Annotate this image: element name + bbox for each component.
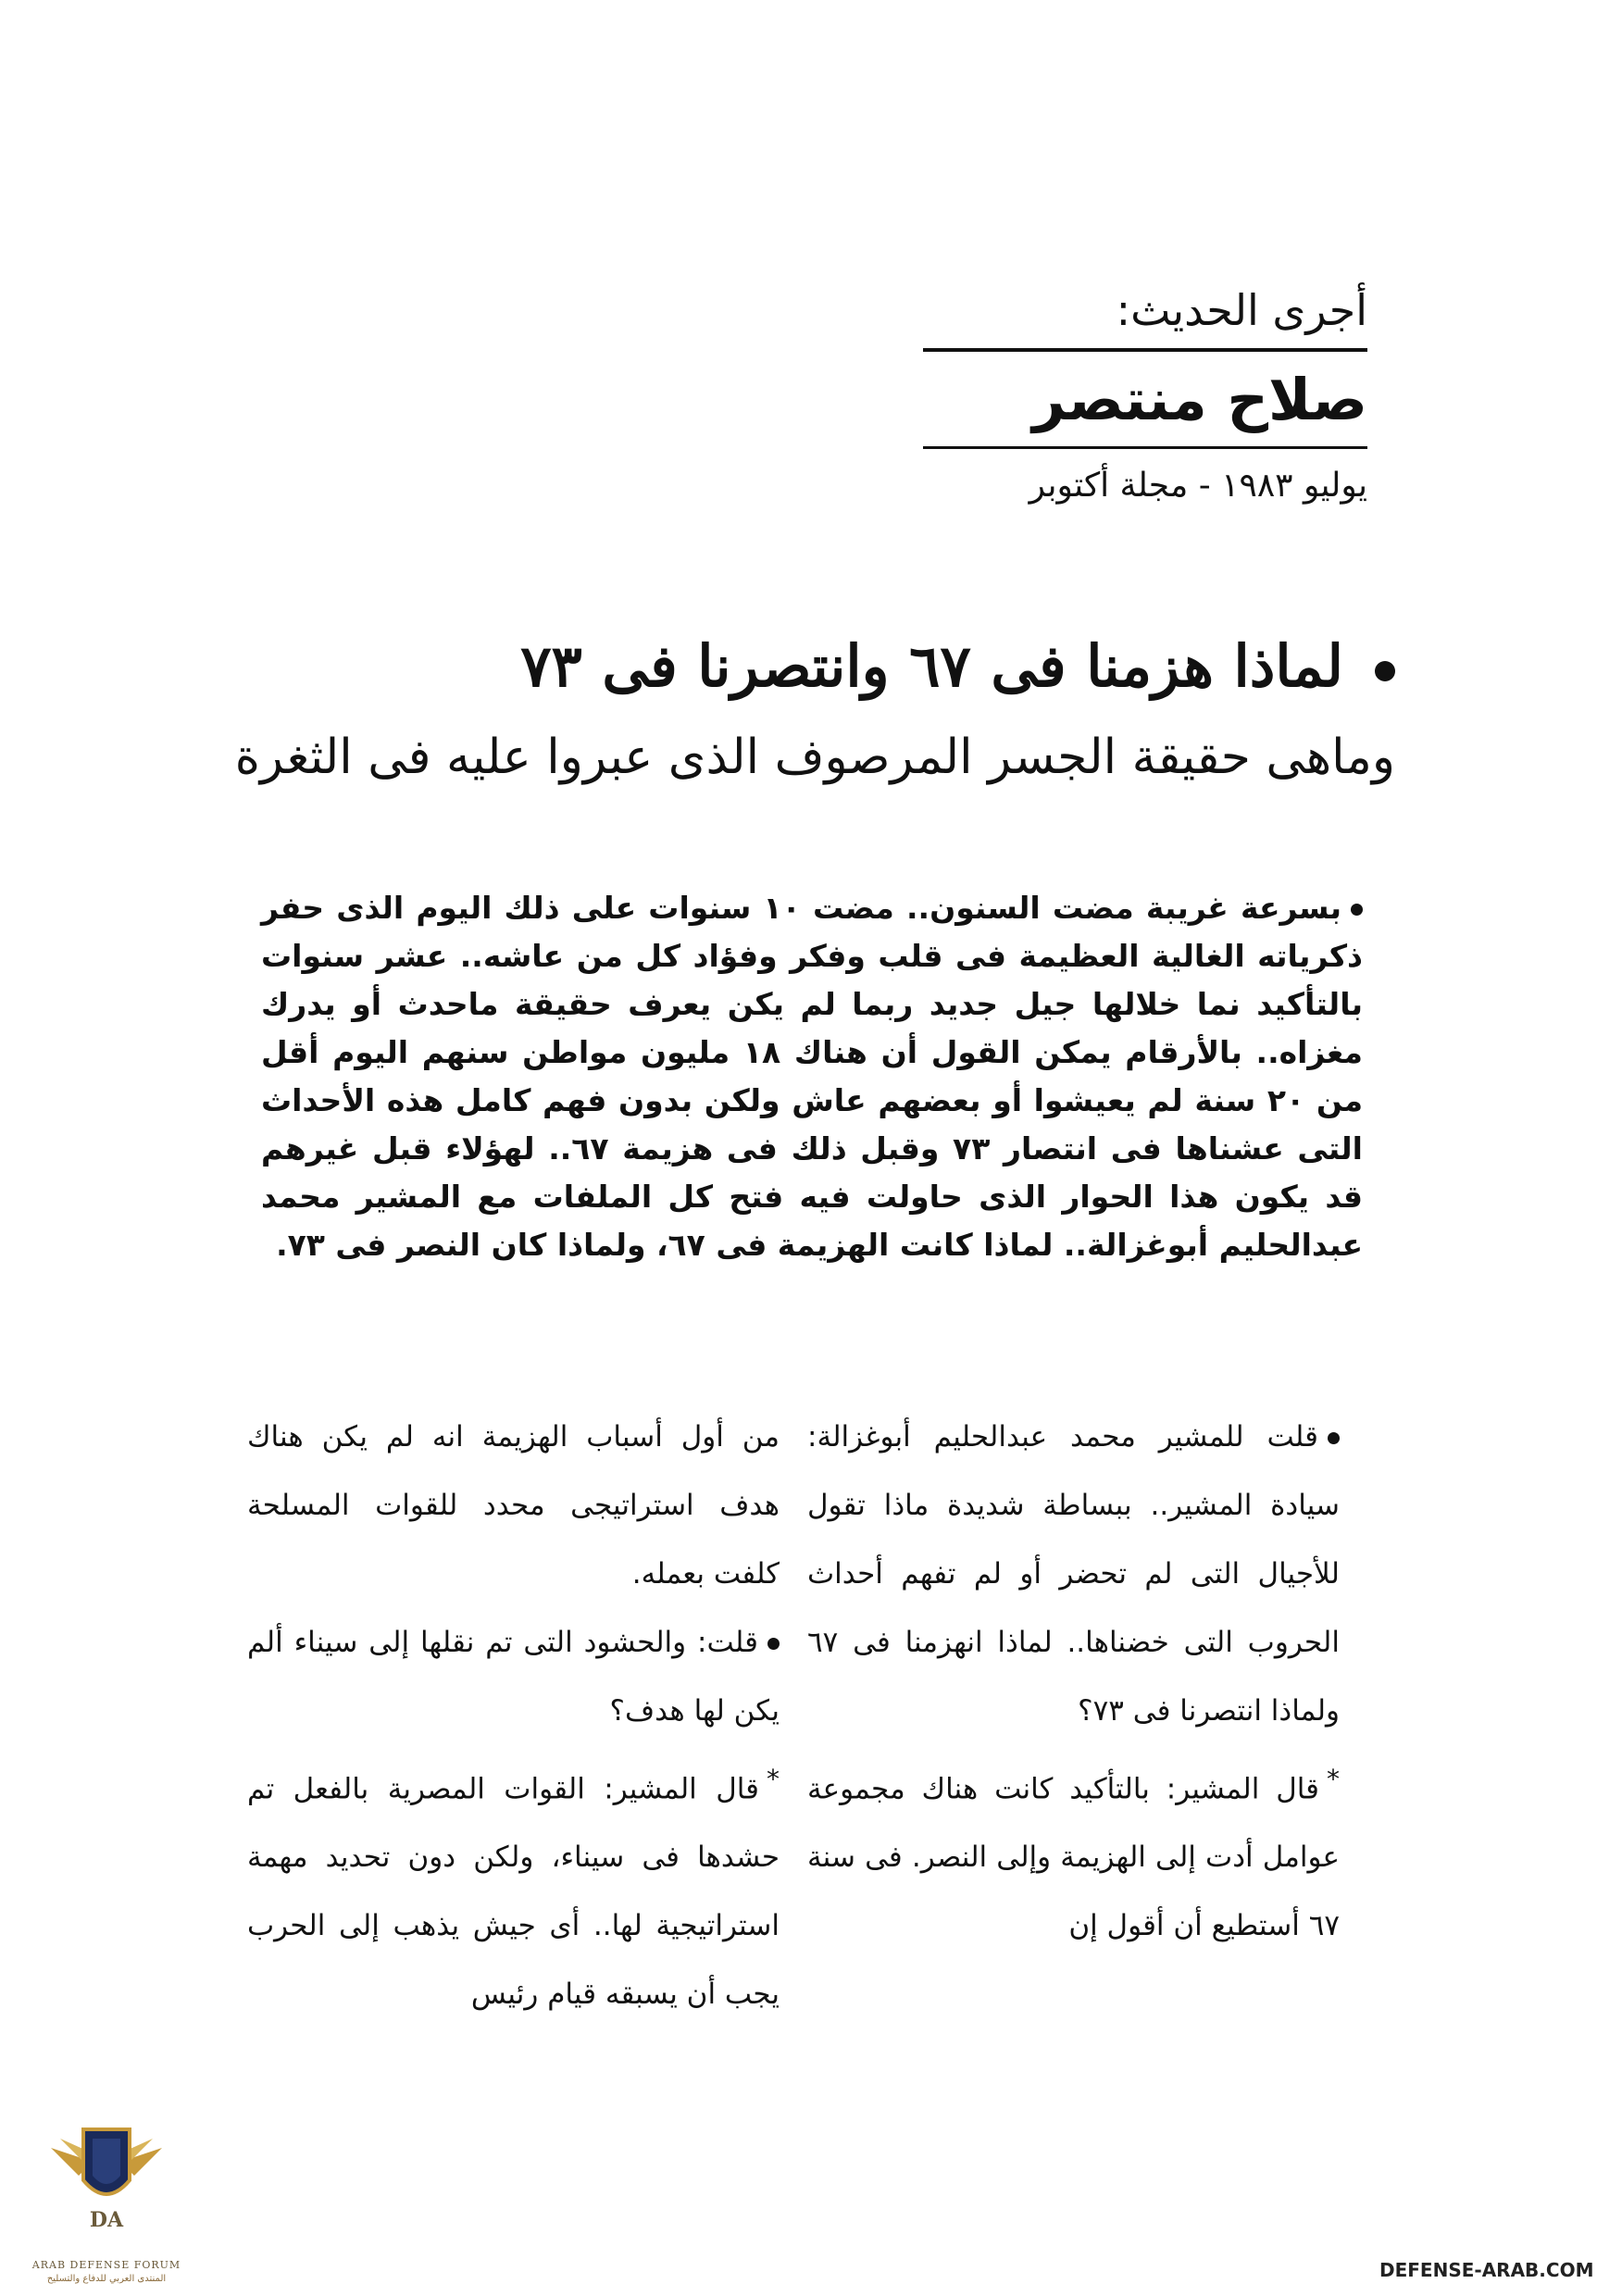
question-1-text: قلت للمشير محمد عبدالحليم أبوغزالة: سيادة المشير.. ببساطة شديدة ماذا تقول للأجيال التى لم تحضر أو لم تفهم أحداث الحروب التى خضناها.. لماذا انهزمنا فى ٦٧ ولماذا انتصرنا فى ٧٣؟ <box>807 1420 1340 1728</box>
publication-date: يوليو ١٩٨٣ - مجلة أكتوبر <box>1029 467 1367 505</box>
headline-bullet-icon <box>1375 661 1395 681</box>
author-name: صلاح منتصر <box>1032 366 1367 433</box>
headline-main <box>219 620 1395 713</box>
logo-text: ARAB DEFENSE FORUM <box>31 2259 181 2271</box>
logo-subtext: المنتدى العربي للدفاع والتسليح <box>46 2274 167 2284</box>
question-2-text: قلت: والحشود التى تم نقلها إلى سيناء ألم يكن لها هدف؟ <box>247 1626 780 1728</box>
intro-text: بسرعة غريبة مضت السنون.. مضت ١٠ سنوات على ذلك اليوم الذى حفر ذكرياته الغالية العظيمة فى قلب وفكر وفؤاد كل من عاشه.. عشر سنوات بالتأكيد نما خلالها جيل جديد ربما لم يكن يعرف حقيقة ماحدث أو يدرك مغزاه.. بالأرقام يمكن القول أن هناك ١٨ مليون مواطن سنهم اليوم أقل من ٢٠ سنة لم يعيشوا أو بعضهم عاش ولكن بدون فهم كامل هذه الأحداث التى عشناها فى انتصار ٧٣ وقبل ذلك فى هزيمة ٦٧.. لهؤلاء قبل غيرهم قد يكون هذا الحوار الذى حاولت فيه فتح كل الملفات مع المشير محمد عبدالحليم أبوغزالة.. لماذا كانت الهزيمة فى ٦٧، ولماذا كان النصر فى ٧٣. <box>261 890 1364 1263</box>
column-right <box>807 1403 1340 1960</box>
site-url: DEFENSE-ARAB.COM <box>1379 2259 1594 2281</box>
interview-label: أجرى الحديث: <box>1116 285 1367 335</box>
question-bullet-icon <box>1328 1432 1340 1444</box>
shield-icon <box>42 2111 171 2259</box>
answer-2-text: قال المشير: القوات المصرية بالفعل تم حشدها فى سيناء، ولكن دون تحديد مهمة استراتيجية لها.. أى جيش يذهب إلى الحرب يجب أن يسبقه قيام رئيس <box>247 1772 780 2012</box>
headline-sub: وماهى حقيقة الجسر المرصوف الذى عبروا عليه فى الثغرة <box>234 730 1395 785</box>
headline-block <box>219 620 1395 802</box>
byline-rule-top <box>923 348 1367 352</box>
answer-1-text: قال المشير: بالتأكيد كانت هناك مجموعة عوامل أدت إلى الهزيمة وإلى النصر. فى سنة ٦٧ أستطيع أن أقول إن <box>807 1772 1340 1943</box>
intro-bullet-icon <box>1351 904 1363 916</box>
answer-1-continued: من أول أسباب الهزيمة انه لم يكن هناك هدف استراتيجى محدد للقوات المسلحة كلفت بعمله. <box>247 1420 780 1591</box>
logo-abbr: DA <box>89 2208 124 2232</box>
byline-rule-bottom <box>923 446 1367 449</box>
answer-star-icon: * <box>1327 1764 1340 1794</box>
intro-paragraph <box>261 884 1363 1269</box>
answer-1 <box>807 1745 1340 1960</box>
question-2 <box>247 1608 780 1745</box>
question-bullet-icon <box>767 1638 780 1650</box>
question-1 <box>807 1403 1340 1745</box>
forum-logo <box>28 2111 185 2287</box>
headline-main-text: لماذا هزمنا فى ٦٧ وانتصرنا فى ٧٣ <box>520 632 1343 700</box>
answer-star-icon: * <box>767 1764 780 1794</box>
byline-block <box>923 278 1367 512</box>
column-left <box>247 1403 780 2028</box>
answer-2 <box>247 1745 780 2028</box>
